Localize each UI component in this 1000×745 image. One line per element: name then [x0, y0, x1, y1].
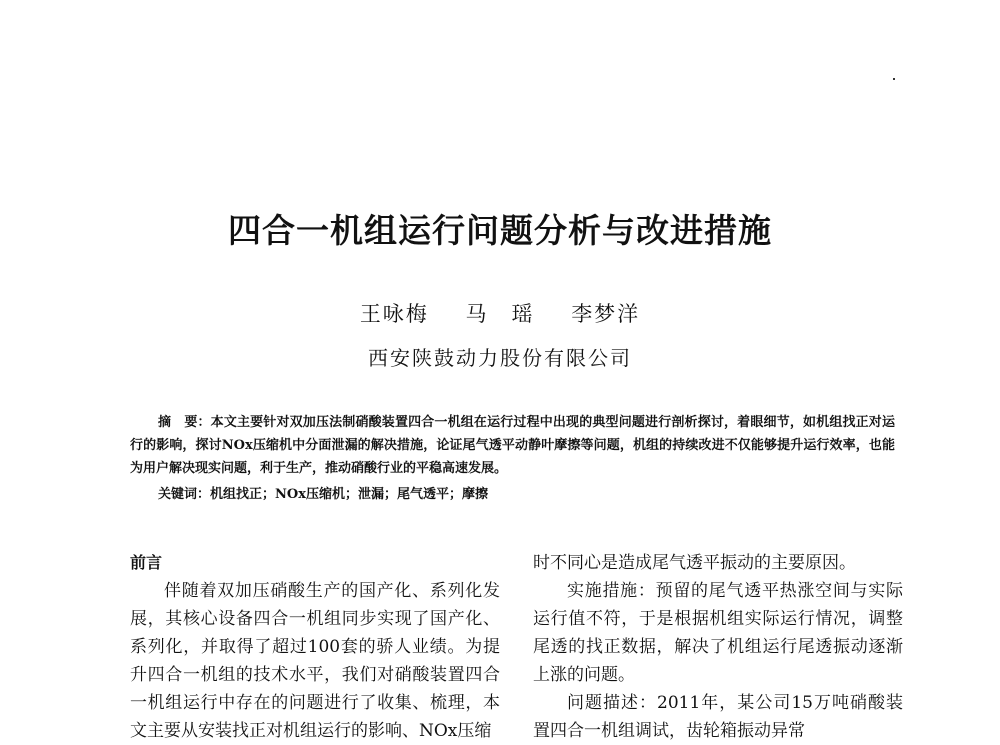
right-paragraph-2: 实施措施：预留的尾气透平热涨空间与实际运行值不符，于是根据机组实际运行情况，调整尾透的找正数据，解决了机组运行尾透振动逐渐上涨的问题。 [533, 581, 903, 685]
abstract-label: 摘 要： [158, 415, 211, 430]
right-paragraph-1: 时不同心是造成尾气透平振动的主要原因。 [533, 553, 856, 573]
author-list [0, 298, 1000, 328]
abstract-text: 本文主要针对双加压法制硝酸装置四合一机组在运行过程中出现的典型问题进行剖析探讨，着眼细节，如机组找正对运行的影响，探讨NOx压缩机中分面泄漏的解决措施，论证尾气透平动静叶摩擦等问题，机组的持续改进不仅能够提升运行效率，也能为用户解决现实问题，利于生产，推动硝酸行业的平稳高速发展。 [130, 415, 895, 476]
right-paragraph-3: 问题描述：2011年，某公司15万吨硝酸装置四合一机组调试，齿轮箱振动异常 [533, 693, 903, 741]
preface-paragraph: 伴随着双加压硝酸生产的国产化、系列化发展，其核心设备四合一机组同步实现了国产化、系列化，并取得了超过100套的骄人业绩。为提升四合一机组的技术水平，我们对硝酸装置四合一机组运行中存在的问题进行了收集、梳理，本文主要从安装找正对机组运行的影响、NOx压缩 [130, 581, 500, 741]
abstract [130, 411, 895, 480]
author-1: 王咏梅 [359, 302, 429, 326]
keywords-text: 机组找正；NOx压缩机；泄漏；尾气透平；摩擦 [210, 487, 488, 502]
affiliation: 西安陕鼓动力股份有限公司 [368, 346, 632, 370]
right-column [533, 549, 903, 745]
author-3: 李梦洋 [571, 302, 641, 326]
scan-speck [893, 78, 895, 80]
keywords-label: 关键词： [158, 487, 211, 502]
section-heading-preface: 前言 [130, 553, 163, 572]
paper-title: 四合一机组运行问题分析与改进措施 [228, 211, 772, 250]
keywords [130, 483, 895, 506]
left-column [130, 549, 500, 745]
author-2: 马 瑶 [465, 302, 535, 326]
